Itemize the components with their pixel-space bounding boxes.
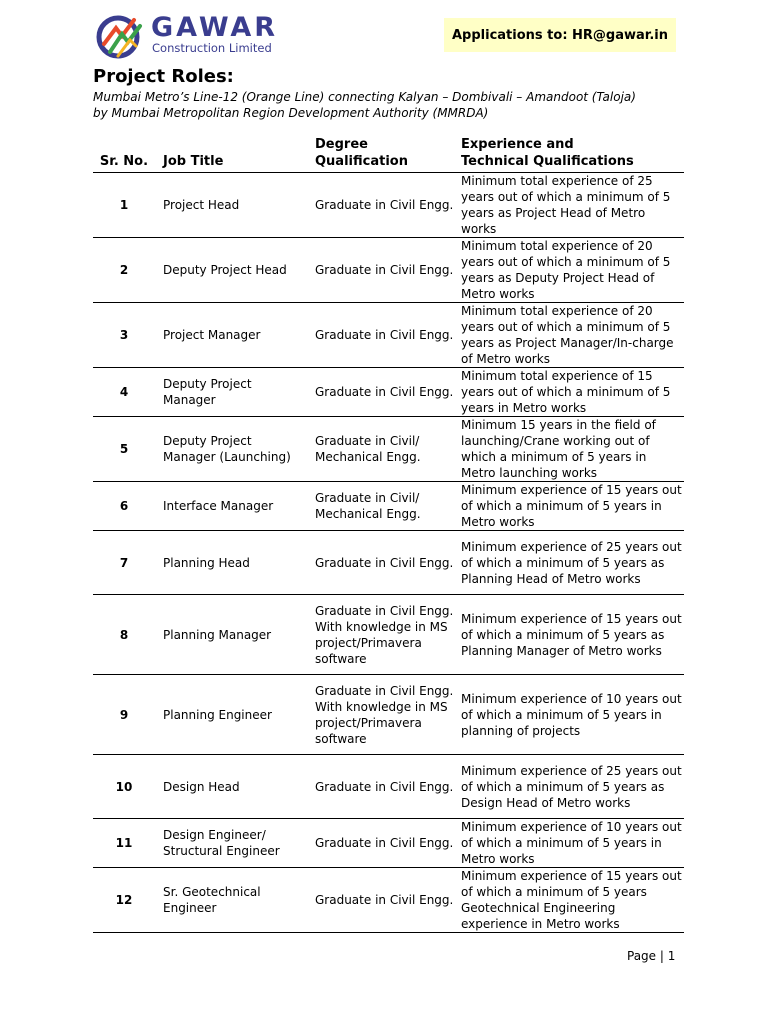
cell-sr: 2 — [93, 238, 155, 303]
company-logo — [96, 12, 286, 62]
table-header-row — [93, 136, 684, 173]
cell-job: Deputy Project Manager — [155, 368, 307, 417]
cell-sr: 11 — [93, 819, 155, 868]
cell-experience: Minimum total experience of 25 years out of which a minimum of 5 years as Project Head of Metro works — [454, 173, 684, 238]
cell-experience: Minimum experience of 10 years out of which a minimum of 5 years in planning of projects — [454, 675, 684, 755]
cell-degree: Graduate in Civil Engg. — [307, 368, 454, 417]
cell-sr: 9 — [93, 675, 155, 755]
page-number: Page | 1 — [627, 949, 676, 963]
cell-job: Design Head — [155, 755, 307, 819]
table-row — [93, 675, 684, 755]
cell-job: Deputy Project Head — [155, 238, 307, 303]
cell-job: Sr. Geotechnical Engineer — [155, 868, 307, 933]
table-row — [93, 755, 684, 819]
cell-experience: Minimum experience of 15 years out of which a minimum of 5 years in Metro works — [454, 482, 684, 531]
cell-degree: Graduate in Civil Engg. — [307, 819, 454, 868]
cell-job: Interface Manager — [155, 482, 307, 531]
table-row — [93, 868, 684, 933]
cell-sr: 4 — [93, 368, 155, 417]
cell-sr: 5 — [93, 417, 155, 482]
company-name: GAWAR — [151, 12, 279, 43]
cell-degree: Graduate in Civil/ Mechanical Engg. — [307, 417, 454, 482]
table-row — [93, 417, 684, 482]
cell-experience: Minimum experience of 15 years out of which a minimum of 5 years as Planning Manager of Metro works — [454, 595, 684, 675]
cell-job: Planning Engineer — [155, 675, 307, 755]
cell-degree: Graduate in Civil Engg. With knowledge in MS project/Primavera software — [307, 595, 454, 675]
table-row — [93, 595, 684, 675]
cell-job: Planning Head — [155, 531, 307, 595]
cell-experience: Minimum total experience of 15 years out of which a minimum of 5 years in Metro works — [454, 368, 684, 417]
cell-job: Design Engineer/ Structural Engineer — [155, 819, 307, 868]
header-degree — [307, 136, 454, 173]
cell-sr: 3 — [93, 303, 155, 368]
table-row — [93, 303, 684, 368]
table-row — [93, 531, 684, 595]
header-exp-line-2: Technical Qualifications — [461, 154, 634, 169]
cell-sr: 8 — [93, 595, 155, 675]
cell-degree: Graduate in Civil/ Mechanical Engg. — [307, 482, 454, 531]
header-sr-no: Sr. No. — [93, 136, 155, 173]
cell-degree: Graduate in Civil Engg. — [307, 868, 454, 933]
cell-sr: 6 — [93, 482, 155, 531]
page-title: Project Roles: — [93, 66, 234, 87]
table-row — [93, 482, 684, 531]
cell-sr: 12 — [93, 868, 155, 933]
gawar-logo-icon — [96, 14, 144, 60]
header-job-title: Job Title — [155, 136, 307, 173]
table-row — [93, 238, 684, 303]
header-degree-line-2: Qualification — [315, 154, 408, 169]
table-row — [93, 173, 684, 238]
subtitle-line-2: by Mumbai Metropolitan Region Development Authority (MMRDA) — [93, 106, 489, 120]
header-experience — [454, 136, 684, 173]
cell-experience: Minimum experience of 10 years out of which a minimum of 5 years in Metro works — [454, 819, 684, 868]
cell-degree: Graduate in Civil Engg. — [307, 303, 454, 368]
cell-job: Deputy Project Manager (Launching) — [155, 417, 307, 482]
table-row — [93, 368, 684, 417]
cell-job: Project Manager — [155, 303, 307, 368]
cell-degree: Graduate in Civil Engg. — [307, 238, 454, 303]
roles-table — [93, 136, 684, 933]
cell-experience: Minimum total experience of 20 years out of which a minimum of 5 years as Project Manager/In-charge of Metro works — [454, 303, 684, 368]
page-header — [96, 12, 686, 62]
cell-experience: Minimum 15 years in the field of launching/Crane working out of which a minimum of 5 years in Metro launching works — [454, 417, 684, 482]
cell-sr: 7 — [93, 531, 155, 595]
cell-degree: Graduate in Civil Engg. — [307, 531, 454, 595]
company-subtitle: Construction Limited — [152, 41, 272, 55]
header-exp-line-1: Experience and — [461, 137, 574, 152]
table-row — [93, 819, 684, 868]
cell-experience: Minimum experience of 25 years out of which a minimum of 5 years as Planning Head of Metro works — [454, 531, 684, 595]
subtitle-line-1: Mumbai Metro’s Line-12 (Orange Line) connecting Kalyan – Dombivali – Amandoot (Taloja) — [93, 90, 636, 104]
header-degree-line-1: Degree — [315, 137, 368, 152]
cell-degree: Graduate in Civil Engg. — [307, 755, 454, 819]
cell-experience: Minimum total experience of 20 years out of which a minimum of 5 years as Deputy Project Head of Metro works — [454, 238, 684, 303]
cell-degree: Graduate in Civil Engg. — [307, 173, 454, 238]
applications-contact: Applications to: HR@gawar.in — [444, 18, 676, 52]
cell-degree: Graduate in Civil Engg. With knowledge in MS project/Primavera software — [307, 675, 454, 755]
cell-sr: 10 — [93, 755, 155, 819]
cell-sr: 1 — [93, 173, 155, 238]
cell-job: Planning Manager — [155, 595, 307, 675]
cell-job: Project Head — [155, 173, 307, 238]
page-subtitle — [93, 89, 693, 121]
cell-experience: Minimum experience of 25 years out of which a minimum of 5 years as Design Head of Metro works — [454, 755, 684, 819]
cell-experience: Minimum experience of 15 years out of which a minimum of 5 years Geotechnical Engineering experience in Metro works — [454, 868, 684, 933]
